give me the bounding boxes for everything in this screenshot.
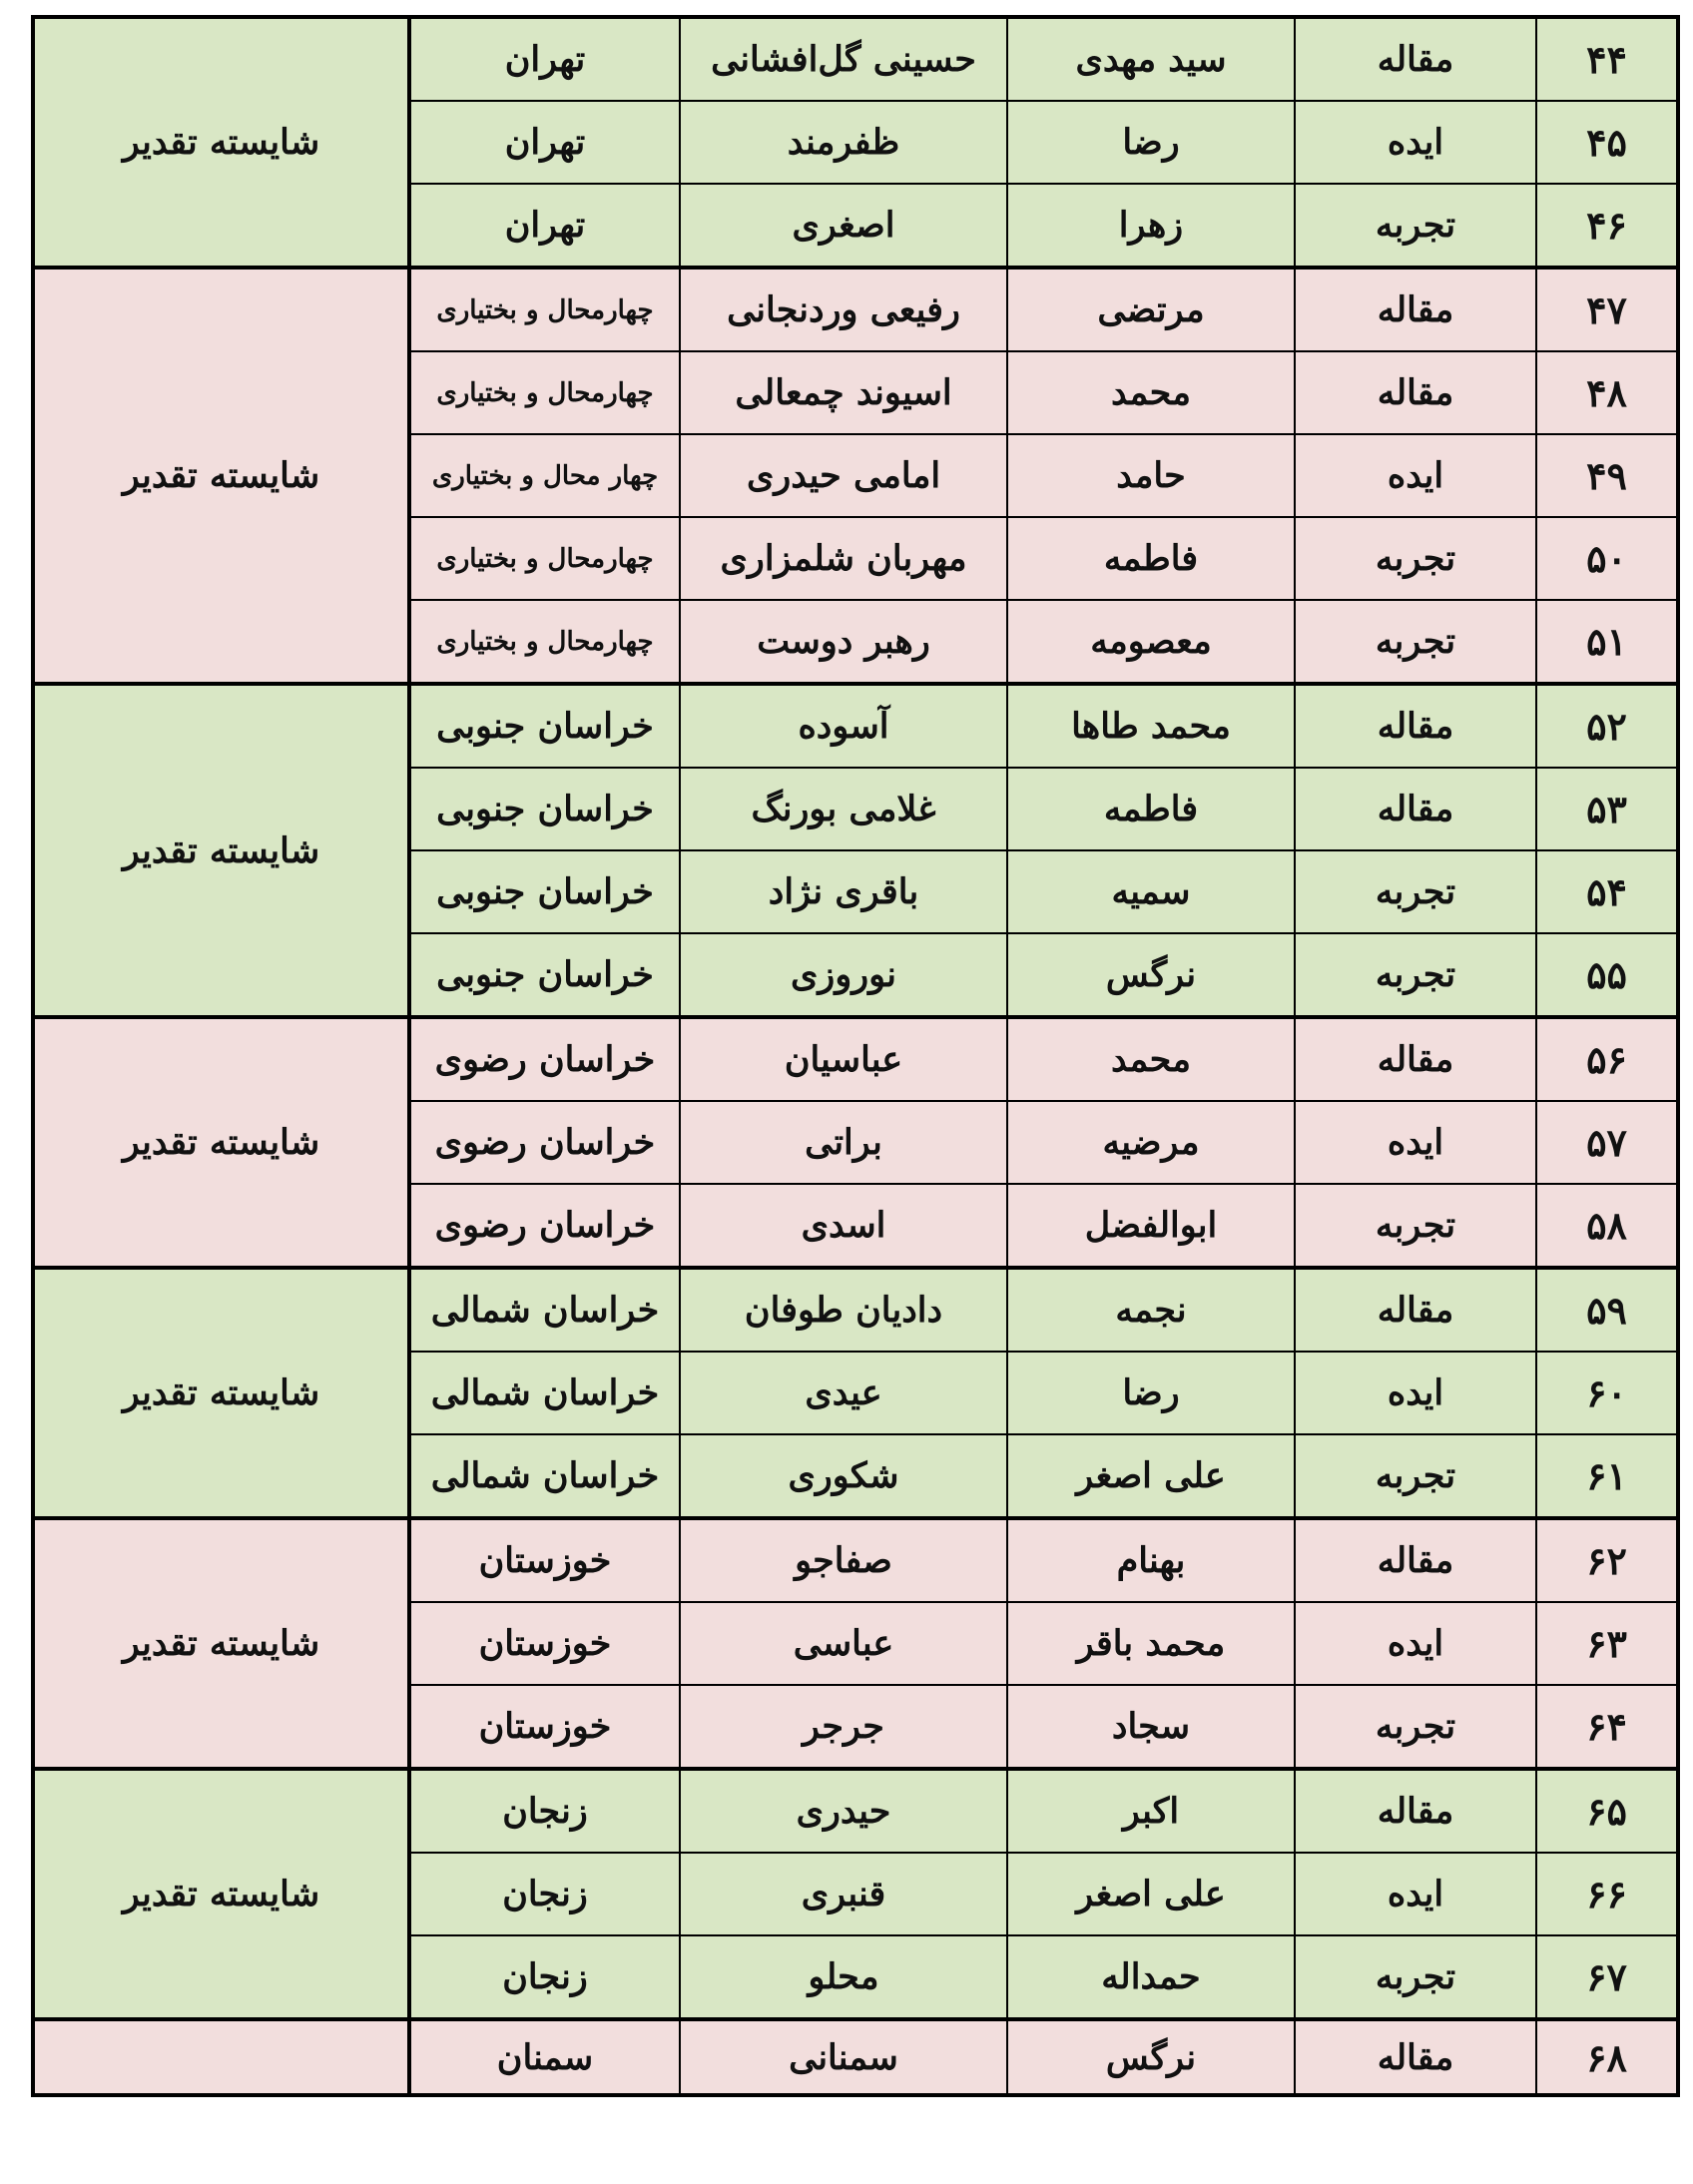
first-name-cell: محمد باقر: [1007, 1602, 1295, 1685]
first-name-cell: محمد: [1007, 1017, 1295, 1101]
entry-type-cell: تجربه: [1295, 517, 1536, 600]
entry-type-cell: مقاله: [1295, 268, 1536, 351]
last-name-cell: مهربان شلمزاری: [680, 517, 1007, 600]
row-number-cell: ۴۵: [1536, 101, 1678, 184]
entry-type-cell: مقاله: [1295, 1518, 1536, 1602]
last-name-cell: اصغری: [680, 184, 1007, 268]
province-cell: چهارمحال و بختیاری: [409, 600, 680, 684]
province-cell: تهران: [409, 101, 680, 184]
first-name-cell: فاطمه: [1007, 768, 1295, 850]
first-name-cell: محمد: [1007, 351, 1295, 434]
province-cell: خراسان جنوبی: [409, 768, 680, 850]
first-name-cell: سید مهدی: [1007, 17, 1295, 101]
last-name-cell: رفیعی وردنجانی: [680, 268, 1007, 351]
row-number-cell: ۶۸: [1536, 2019, 1678, 2095]
entry-type-cell: تجربه: [1295, 1935, 1536, 2019]
province-cell: خراسان جنوبی: [409, 933, 680, 1017]
row-number-cell: ۵۲: [1536, 684, 1678, 768]
first-name-cell: علی اصغر: [1007, 1853, 1295, 1935]
row-number-cell: ۵۶: [1536, 1017, 1678, 1101]
first-name-cell: سجاد: [1007, 1685, 1295, 1769]
province-cell: خراسان رضوی: [409, 1017, 680, 1101]
last-name-cell: غلامی بورنگ: [680, 768, 1007, 850]
entry-type-cell: مقاله: [1295, 2019, 1536, 2095]
entry-type-cell: مقاله: [1295, 1769, 1536, 1853]
entry-type-cell: تجربه: [1295, 600, 1536, 684]
award-result-cell: شایسته تقدیر: [33, 1769, 409, 2019]
last-name-cell: قنبری: [680, 1853, 1007, 1935]
province-cell: خوزستان: [409, 1685, 680, 1769]
row-number-cell: ۵۴: [1536, 850, 1678, 933]
row-number-cell: ۵۹: [1536, 1268, 1678, 1352]
province-cell: خراسان شمالی: [409, 1352, 680, 1434]
row-number-cell: ۴۹: [1536, 434, 1678, 517]
entry-type-cell: ایده: [1295, 1101, 1536, 1184]
last-name-cell: عیدی: [680, 1352, 1007, 1434]
awards-table-body: [33, 17, 1678, 2095]
row-number-cell: ۴۴: [1536, 17, 1678, 101]
award-result-cell: شایسته تقدیر: [33, 17, 409, 268]
first-name-cell: سمیه: [1007, 850, 1295, 933]
last-name-cell: براتی: [680, 1101, 1007, 1184]
award-result-cell: شایسته تقدیر: [33, 1017, 409, 1268]
entry-type-cell: ایده: [1295, 1853, 1536, 1935]
first-name-cell: حمداله: [1007, 1935, 1295, 2019]
first-name-cell: مرضیه: [1007, 1101, 1295, 1184]
table-row: [33, 1017, 1678, 1101]
province-cell: چهار محال و بختیاری: [409, 434, 680, 517]
entry-type-cell: مقاله: [1295, 684, 1536, 768]
row-number-cell: ۴۷: [1536, 268, 1678, 351]
award-result-cell: شایسته تقدیر: [33, 268, 409, 684]
first-name-cell: اکبر: [1007, 1769, 1295, 1853]
table-row: [33, 17, 1678, 101]
last-name-cell: ظفرمند: [680, 101, 1007, 184]
row-number-cell: ۵۷: [1536, 1101, 1678, 1184]
entry-type-cell: تجربه: [1295, 1184, 1536, 1268]
last-name-cell: سمنانی: [680, 2019, 1007, 2095]
entry-type-cell: ایده: [1295, 1352, 1536, 1434]
entry-type-cell: ایده: [1295, 434, 1536, 517]
last-name-cell: اسدی: [680, 1184, 1007, 1268]
row-number-cell: ۶۱: [1536, 1434, 1678, 1518]
row-number-cell: ۵۰: [1536, 517, 1678, 600]
first-name-cell: رضا: [1007, 101, 1295, 184]
entry-type-cell: تجربه: [1295, 1685, 1536, 1769]
table-row: [33, 1518, 1678, 1602]
entry-type-cell: تجربه: [1295, 1434, 1536, 1518]
first-name-cell: نجمه: [1007, 1268, 1295, 1352]
award-result-cell: شایسته تقدیر: [33, 1268, 409, 1518]
award-result-cell: [33, 2019, 409, 2095]
last-name-cell: دادیان طوفان: [680, 1268, 1007, 1352]
last-name-cell: شکوری: [680, 1434, 1007, 1518]
province-cell: خراسان رضوی: [409, 1184, 680, 1268]
award-result-cell: شایسته تقدیر: [33, 684, 409, 1017]
entry-type-cell: ایده: [1295, 101, 1536, 184]
last-name-cell: رهبر دوست: [680, 600, 1007, 684]
entry-type-cell: تجربه: [1295, 933, 1536, 1017]
entry-type-cell: مقاله: [1295, 17, 1536, 101]
last-name-cell: نوروزی: [680, 933, 1007, 1017]
last-name-cell: صفاجو: [680, 1518, 1007, 1602]
province-cell: خراسان رضوی: [409, 1101, 680, 1184]
province-cell: چهارمحال و بختیاری: [409, 517, 680, 600]
entry-type-cell: ایده: [1295, 1602, 1536, 1685]
first-name-cell: مرتضی: [1007, 268, 1295, 351]
row-number-cell: ۶۳: [1536, 1602, 1678, 1685]
first-name-cell: نرگس: [1007, 933, 1295, 1017]
province-cell: تهران: [409, 184, 680, 268]
province-cell: چهارمحال و بختیاری: [409, 268, 680, 351]
last-name-cell: آسوده: [680, 684, 1007, 768]
row-number-cell: ۶۷: [1536, 1935, 1678, 2019]
row-number-cell: ۶۶: [1536, 1853, 1678, 1935]
row-number-cell: ۵۵: [1536, 933, 1678, 1017]
last-name-cell: اسیوند چمعالی: [680, 351, 1007, 434]
first-name-cell: حامد: [1007, 434, 1295, 517]
province-cell: خراسان شمالی: [409, 1434, 680, 1518]
province-cell: زنجان: [409, 1935, 680, 2019]
first-name-cell: ابوالفضل: [1007, 1184, 1295, 1268]
first-name-cell: علی اصغر: [1007, 1434, 1295, 1518]
table-row: [33, 684, 1678, 768]
province-cell: تهران: [409, 17, 680, 101]
table-row: [33, 1769, 1678, 1853]
entry-type-cell: مقاله: [1295, 1017, 1536, 1101]
row-number-cell: ۶۵: [1536, 1769, 1678, 1853]
row-number-cell: ۴۸: [1536, 351, 1678, 434]
last-name-cell: باقری نژاد: [680, 850, 1007, 933]
province-cell: خراسان جنوبی: [409, 684, 680, 768]
row-number-cell: ۴۶: [1536, 184, 1678, 268]
first-name-cell: زهرا: [1007, 184, 1295, 268]
entry-type-cell: مقاله: [1295, 351, 1536, 434]
last-name-cell: حسینی گل‌افشانی: [680, 17, 1007, 101]
province-cell: خراسان جنوبی: [409, 850, 680, 933]
row-number-cell: ۵۸: [1536, 1184, 1678, 1268]
first-name-cell: بهنام: [1007, 1518, 1295, 1602]
province-cell: چهارمحال و بختیاری: [409, 351, 680, 434]
province-cell: خوزستان: [409, 1602, 680, 1685]
table-row: [33, 2019, 1678, 2095]
province-cell: خوزستان: [409, 1518, 680, 1602]
last-name-cell: جرجر: [680, 1685, 1007, 1769]
last-name-cell: محلو: [680, 1935, 1007, 2019]
row-number-cell: ۶۲: [1536, 1518, 1678, 1602]
row-number-cell: ۶۰: [1536, 1352, 1678, 1434]
last-name-cell: امامی حیدری: [680, 434, 1007, 517]
table-row: [33, 268, 1678, 351]
row-number-cell: ۵۱: [1536, 600, 1678, 684]
last-name-cell: عباسیان: [680, 1017, 1007, 1101]
first-name-cell: فاطمه: [1007, 517, 1295, 600]
last-name-cell: حیدری: [680, 1769, 1007, 1853]
awards-sheet: [31, 15, 1666, 2097]
entry-type-cell: مقاله: [1295, 768, 1536, 850]
table-row: [33, 1268, 1678, 1352]
province-cell: زنجان: [409, 1769, 680, 1853]
first-name-cell: رضا: [1007, 1352, 1295, 1434]
first-name-cell: معصومه: [1007, 600, 1295, 684]
province-cell: خراسان شمالی: [409, 1268, 680, 1352]
first-name-cell: نرگس: [1007, 2019, 1295, 2095]
entry-type-cell: مقاله: [1295, 1268, 1536, 1352]
first-name-cell: محمد طاها: [1007, 684, 1295, 768]
entry-type-cell: تجربه: [1295, 184, 1536, 268]
entry-type-cell: تجربه: [1295, 850, 1536, 933]
province-cell: سمنان: [409, 2019, 680, 2095]
last-name-cell: عباسی: [680, 1602, 1007, 1685]
row-number-cell: ۶۴: [1536, 1685, 1678, 1769]
award-result-cell: شایسته تقدیر: [33, 1518, 409, 1769]
awards-table: [31, 15, 1680, 2097]
row-number-cell: ۵۳: [1536, 768, 1678, 850]
province-cell: زنجان: [409, 1853, 680, 1935]
